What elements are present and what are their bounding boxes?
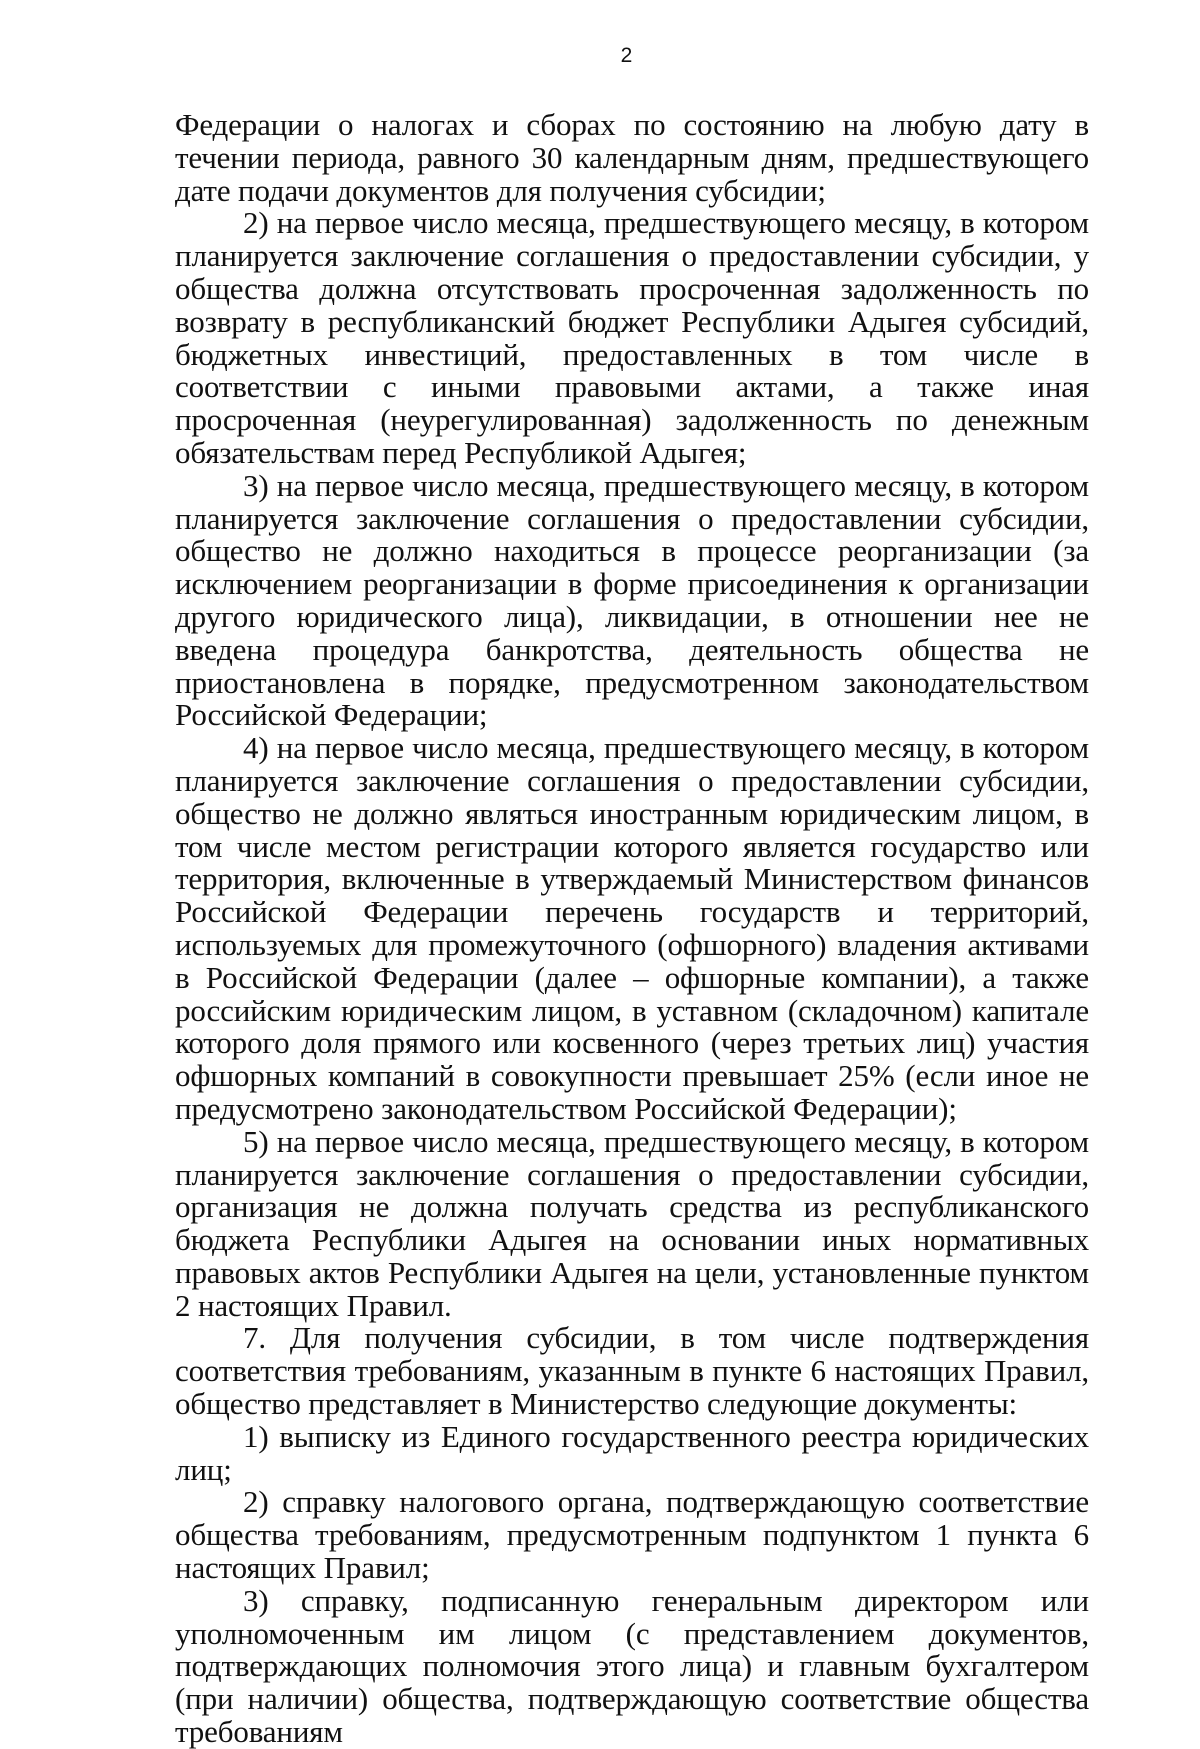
document-body: [175, 109, 1089, 1749]
page-number: 2: [620, 44, 633, 67]
paragraph-document-2: 2) справку налогового органа, подтверждающую соответствие общества требованиям, предусмотренным подпунктом 1 пункта 6 настоящих Правил;: [175, 1484, 1089, 1586]
paragraph-section-7: 7. Для получения субсидии, в том числе подтверждения соответствия требованиям, указанным в пункте 6 настоящих Правил, общество представляет в Министерство следующие документы:: [175, 1320, 1089, 1422]
paragraph-document-1: 1) выписку из Единого государственного реестра юридических лиц;: [175, 1418, 1089, 1487]
paragraph-item-5: 5) на первое число месяца, предшествующего месяцу, в котором планируется заключение соглашения о предоставлении субсидии, организация не должна получать средства из республиканского бюджета Республики Адыгея на основании иных нормативных правовых актов Республики Адыгея на цели, установленные пунктом 2 настоящих Правил.: [175, 1123, 1089, 1323]
paragraph-continuation: Федерации о налогах и сборах по состоянию на любую дату в течении периода, равного 30 календарным дням, предшествующего дате подачи документов для получения субсидии;: [175, 107, 1089, 208]
paragraph-item-2: 2) на первое число месяца, предшествующего месяцу, в котором планируется заключение соглашения о предоставлении субсидии, у общества должна отсутствовать просроченная задолженность по возврату в республиканский бюджет Республики Адыгея субсидий, бюджетных инвестиций, предоставленных в том числе в соответствии с иными правовыми актами, а также иная просроченная (неурегулированная) задолженность по денежным обязательствам перед Республикой Адыгея;: [175, 205, 1089, 470]
paragraph-document-3: 3) справку, подписанную генеральным директором или уполномоченным им лицом (с представлением документов, подтверждающих полномочия этого лица) и главным бухгалтером (при наличии) общества, подтверждающую соответствие общества требованиям: [175, 1582, 1089, 1749]
paragraph-item-3: 3) на первое число месяца, предшествующего месяцу, в котором планируется заключение соглашения о предоставлении субсидии, общество не должно находиться в процессе реорганизации (за исключением реорганизации в форме присоединения к организации другого юридического лица), ликвидации, в отношении нее не введена процедура банкротства, деятельность общества не приостановлена в порядке, предусмотренном законодательством Российской Федерации;: [175, 467, 1089, 733]
paragraph-item-4: 4) на первое число месяца, предшествующего месяцу, в котором планируется заключение соглашения о предоставлении субсидии, общество не должно являться иностранным юридическим лицом, в том числе местом регистрации которого является государство или территория, включенные в утверждаемый Министерством финансов Российской Федерации перечень государств и территорий, используемых для промежуточного (офшорного) владения активами в Российской Федерации (далее – офшорные компании), а также российским юридическим лицом, в уставном (складочном) капитале которого доля прямого или косвенного (через третьих лиц) участия офшорных компаний в совокупности превышает 25% (если иное не предусмотрено законодательством Российской Федерации);: [175, 730, 1089, 1126]
